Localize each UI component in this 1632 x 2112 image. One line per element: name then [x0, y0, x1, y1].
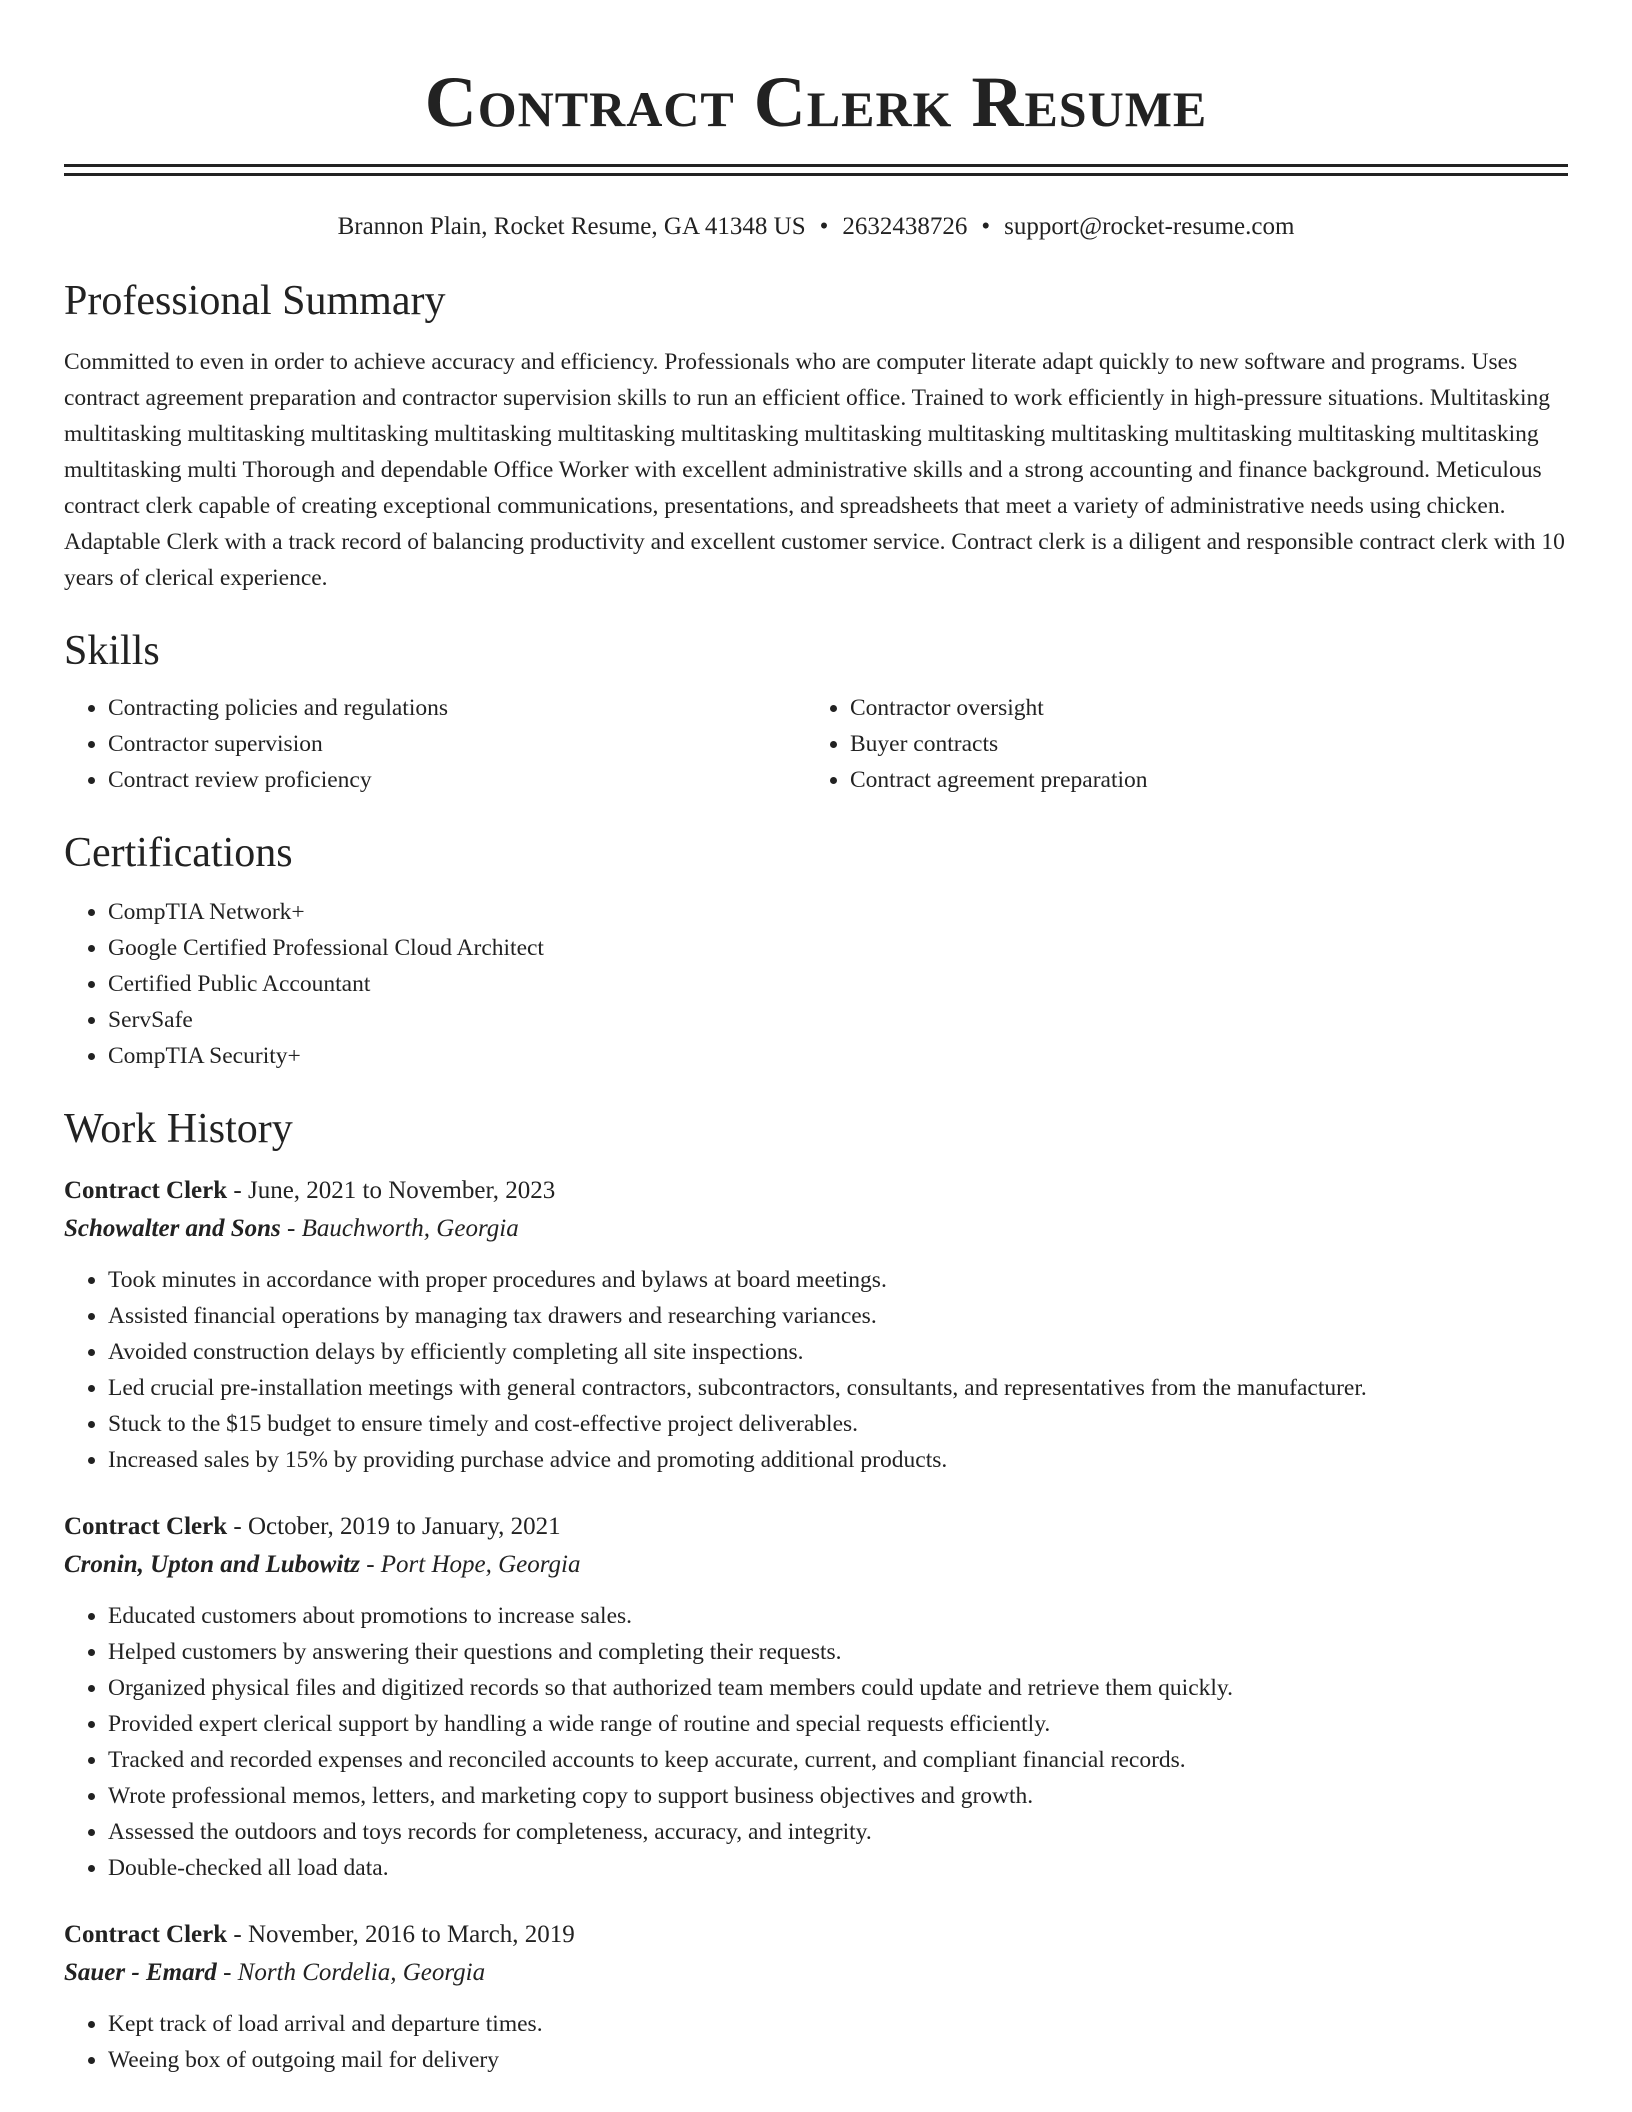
certification-item: • Certified Public Accountant: [108, 966, 1568, 1002]
job-bullet: • Assessed the outdoors and toys records for completeness, accuracy, and integrity.: [108, 1814, 1568, 1850]
certifications-heading: Certifications: [64, 830, 293, 876]
job-bullet: • Wrote professional memos, letters, and marketing copy to support business objectives and growth.: [108, 1778, 1568, 1814]
job-dates: - October, 2019 to January, 2021: [227, 1513, 561, 1540]
job-bullet: • Organized physical files and digitized records so that authorized team members could update and retrieve them quickly.: [108, 1670, 1568, 1706]
skills-heading: Skills: [64, 628, 160, 674]
certification-item: • Google Certified Professional Cloud Architect: [108, 930, 1568, 966]
summary-text: Committed to even in order to achieve accuracy and efficiency. Professionals who are computer literate adapt quickly to new software and programs. Uses contract agreement preparation and contractor supervision skills to run an efficient office. Trained to work efficiently in high-pressure situations. Multitasking multitasking multitasking multitasking multitasking multitasking multitasking multitasking multitasking multitasking multitasking multitasking multitasking multitasking multi Thorough and dependable Office Worker with excellent administrative skills and a strong accounting and finance background. Meticulous contract clerk capable of creating exceptional communications, presentations, and spreadsheets that meet a variety of administrative needs using chicken. Adaptable Clerk with a track record of balancing productivity and excellent customer service. Contract clerk is a diligent and responsible contract clerk with 10 years of clerical experience.: [64, 349, 1565, 591]
skill-item: • Buyer contracts: [850, 726, 1548, 762]
resume-title: Contract Clerk Resume: [424, 62, 1208, 142]
job-entry: [64, 1172, 1568, 1478]
certification-item: • CompTIA Security+: [108, 1038, 1568, 1074]
job-bullet: • Helped customers by answering their questions and completing their requests.: [108, 1634, 1568, 1670]
summary-heading: Professional Summary: [64, 278, 446, 324]
job-bullet: • Assisted financial operations by managing tax drawers and researching variances.: [108, 1298, 1568, 1334]
skill-item: • Contractor oversight: [850, 690, 1548, 726]
contact-phone: 2632438726: [842, 213, 968, 240]
contact-separator: •: [819, 213, 829, 240]
contact-email: support@rocket-resume.com: [1004, 213, 1295, 240]
job-bullet: • Led crucial pre-installation meetings with general contractors, subcontractors, consultants, and representatives from the manufacturer.: [108, 1370, 1568, 1406]
job-bullet: • Kept track of load arrival and departure times.: [108, 2006, 1568, 2042]
job-role: Contract Clerk: [64, 1513, 228, 1540]
job-bullet: • Double-checked all load data.: [108, 1850, 1568, 1886]
job-company: Schowalter and Sons: [64, 1215, 281, 1242]
work-history-heading: Work History: [64, 1106, 293, 1152]
job-bullet: • Increased sales by 15% by providing purchase advice and promoting additional products.: [108, 1442, 1568, 1478]
job-role: Contract Clerk: [64, 1921, 228, 1948]
certification-item: • CompTIA Network+: [108, 894, 1568, 930]
skills-columns: [64, 690, 1568, 798]
contact-address: Brannon Plain, Rocket Resume, GA 41348 US: [337, 213, 806, 240]
job-company: Sauer - Emard: [64, 1959, 217, 1986]
certification-item: • ServSafe: [108, 1002, 1568, 1038]
job-title-line: [64, 1916, 1568, 1954]
job-bullet: • Tracked and recorded expenses and reconciled accounts to keep accurate, current, and compliant financial records.: [108, 1742, 1568, 1778]
job-bullet: • Weeing box of outgoing mail for delivery: [108, 2042, 1568, 2078]
skill-item: • Contracting policies and regulations: [108, 690, 806, 726]
job-title-line: [64, 1172, 1568, 1210]
job-location: - Bauchworth, Georgia: [280, 1215, 519, 1242]
skill-item: • Contract agreement preparation: [850, 762, 1548, 798]
title-divider: [64, 164, 1568, 176]
job-bullets: [64, 1262, 1568, 1478]
resume-page: [64, 0, 1568, 2078]
job-title-line: [64, 1508, 1568, 1546]
certifications-list: [64, 894, 1568, 1074]
job-location: - North Cordelia, Georgia: [216, 1959, 486, 1986]
job-bullets: [64, 2006, 1568, 2078]
skills-left-column: [64, 690, 806, 798]
contact-separator: •: [981, 213, 991, 240]
skill-item: • Contractor supervision: [108, 726, 806, 762]
job-dates: - June, 2021 to November, 2023: [227, 1177, 556, 1204]
job-entry: [64, 1508, 1568, 1886]
contact-info: [64, 210, 1568, 244]
job-bullet: • Took minutes in accordance with proper procedures and bylaws at board meetings.: [108, 1262, 1568, 1298]
skill-item: • Contract review proficiency: [108, 762, 806, 798]
job-bullet: • Avoided construction delays by efficiently completing all site inspections.: [108, 1334, 1568, 1370]
job-role: Contract Clerk: [64, 1177, 228, 1204]
job-company-line: [64, 1210, 1568, 1248]
job-company-line: [64, 1546, 1568, 1584]
skills-right-column: [806, 690, 1548, 798]
job-location: - Port Hope, Georgia: [359, 1551, 581, 1578]
job-bullet: • Stuck to the $15 budget to ensure timely and cost-effective project deliverables.: [108, 1406, 1568, 1442]
job-bullet: • Provided expert clerical support by handling a wide range of routine and special requests efficiently.: [108, 1706, 1568, 1742]
job-entry: [64, 1916, 1568, 2078]
job-company: Cronin, Upton and Lubowitz: [64, 1551, 360, 1578]
job-company-line: [64, 1954, 1568, 1992]
job-dates: - November, 2016 to March, 2019: [227, 1921, 575, 1948]
job-bullet: • Educated customers about promotions to increase sales.: [108, 1598, 1568, 1634]
job-bullets: [64, 1598, 1568, 1886]
